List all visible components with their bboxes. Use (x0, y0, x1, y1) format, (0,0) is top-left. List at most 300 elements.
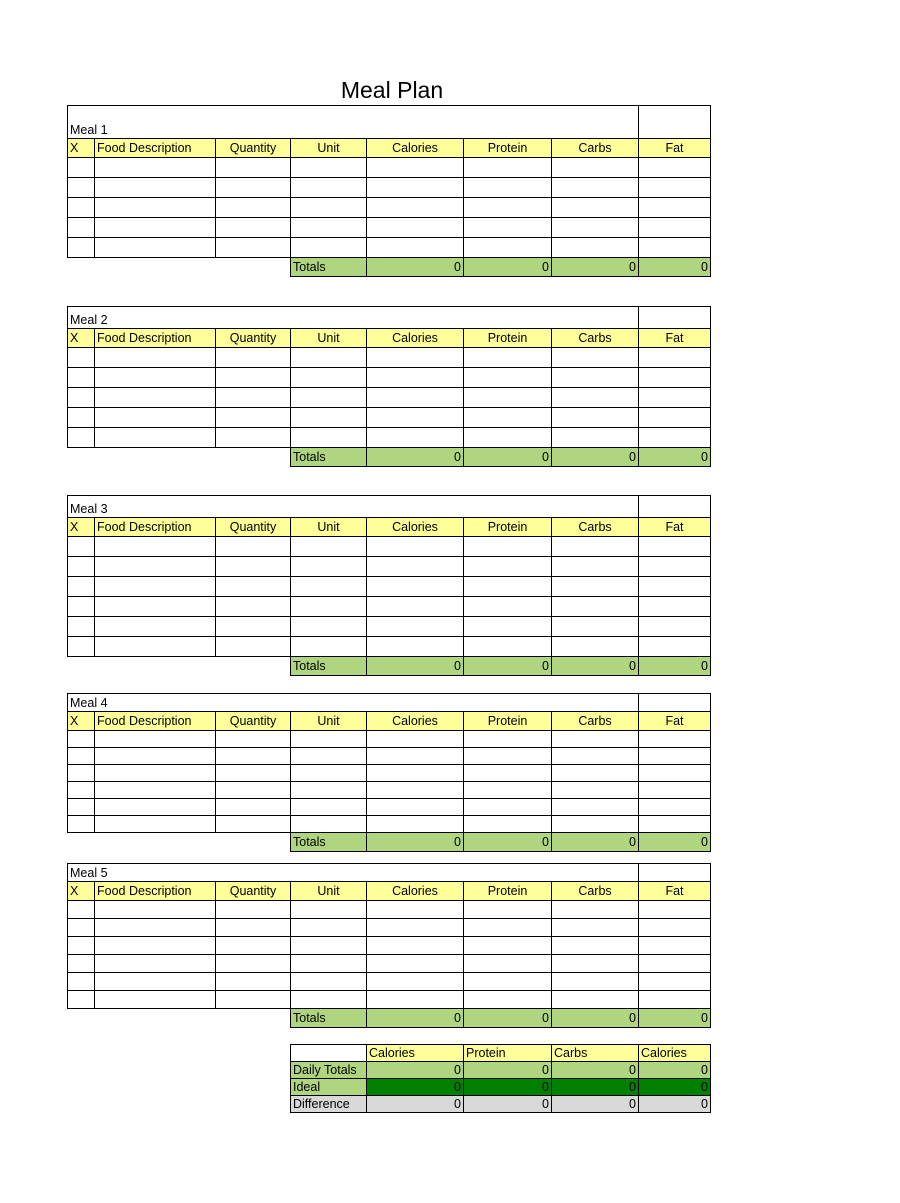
summary-ideal-value[interactable]: 0 (464, 1079, 552, 1096)
entry-cell-cal[interactable] (367, 238, 464, 258)
entry-cell-carb[interactable] (552, 537, 639, 557)
entry-cell-qty[interactable] (216, 816, 291, 833)
entry-cell-pro[interactable] (464, 799, 552, 816)
entry-cell-pro[interactable] (464, 368, 552, 388)
entry-cell-fat[interactable] (639, 637, 711, 657)
entry-cell-x[interactable] (68, 537, 95, 557)
food-entry-row (68, 158, 711, 178)
entry-cell-cal[interactable] (367, 637, 464, 657)
entry-cell-unit[interactable] (291, 748, 367, 765)
totals-row (68, 1009, 711, 1028)
entry-cell-x[interactable] (68, 973, 95, 991)
entry-cell-cal[interactable] (367, 973, 464, 991)
entry-cell-x[interactable] (68, 919, 95, 937)
entry-cell-pro[interactable] (464, 537, 552, 557)
column-header-unit: Unit (291, 712, 367, 731)
food-entry-row (68, 218, 711, 238)
summary-ideal-row (291, 1079, 711, 1096)
entry-cell-cal[interactable] (367, 388, 464, 408)
food-entry-row (68, 731, 711, 748)
entry-cell-food[interactable] (95, 919, 216, 937)
entry-cell-carb[interactable] (552, 955, 639, 973)
entry-cell-carb[interactable] (552, 637, 639, 657)
entry-cell-x[interactable] (68, 937, 95, 955)
column-header-fat: Fat (639, 139, 711, 158)
column-header-x: X (68, 139, 95, 158)
entry-cell-qty[interactable] (216, 799, 291, 816)
entry-cell-x[interactable] (68, 799, 95, 816)
summary-value: 0 (552, 1096, 639, 1113)
summary-value: 0 (552, 1062, 639, 1079)
entry-cell-qty[interactable] (216, 238, 291, 258)
column-header-pro: Protein (464, 329, 552, 348)
totals-spacer (68, 657, 291, 676)
food-entry-row (68, 799, 711, 816)
total-fat: 0 (639, 657, 711, 676)
food-entry-row (68, 178, 711, 198)
entry-cell-unit[interactable] (291, 388, 367, 408)
summary-ideal-value[interactable]: 0 (552, 1079, 639, 1096)
summary-row-label: Ideal (291, 1079, 367, 1096)
entry-cell-cal[interactable] (367, 198, 464, 218)
entry-cell-fat[interactable] (639, 158, 711, 178)
column-header-pro: Protein (464, 882, 552, 901)
entry-cell-qty[interactable] (216, 597, 291, 617)
entry-cell-qty[interactable] (216, 901, 291, 919)
entry-cell-qty[interactable] (216, 765, 291, 782)
entry-cell-x[interactable] (68, 731, 95, 748)
entry-cell-food[interactable] (95, 158, 216, 178)
entry-cell-cal[interactable] (367, 799, 464, 816)
entry-cell-x[interactable] (68, 178, 95, 198)
entry-cell-pro[interactable] (464, 955, 552, 973)
entry-cell-carb[interactable] (552, 597, 639, 617)
entry-cell-cal[interactable] (367, 731, 464, 748)
entry-cell-carb[interactable] (552, 991, 639, 1009)
column-header-row (68, 329, 711, 348)
entry-cell-food[interactable] (95, 348, 216, 368)
entry-cell-x[interactable] (68, 637, 95, 657)
entry-cell-fat[interactable] (639, 238, 711, 258)
entry-cell-cal[interactable] (367, 765, 464, 782)
entry-cell-fat[interactable] (639, 782, 711, 799)
entry-cell-x[interactable] (68, 348, 95, 368)
entry-cell-pro[interactable] (464, 597, 552, 617)
entry-cell-x[interactable] (68, 198, 95, 218)
total-calories: 0 (367, 258, 464, 277)
entry-cell-pro[interactable] (464, 388, 552, 408)
entry-cell-carb[interactable] (552, 617, 639, 637)
entry-cell-fat[interactable] (639, 198, 711, 218)
entry-cell-food[interactable] (95, 597, 216, 617)
entry-cell-carb[interactable] (552, 408, 639, 428)
entry-cell-unit[interactable] (291, 637, 367, 657)
entry-cell-cal[interactable] (367, 597, 464, 617)
entry-cell-fat[interactable] (639, 991, 711, 1009)
entry-cell-qty[interactable] (216, 748, 291, 765)
food-entry-row (68, 408, 711, 428)
totals-label: Totals (291, 657, 367, 676)
total-fat: 0 (639, 833, 711, 852)
entry-cell-unit[interactable] (291, 577, 367, 597)
entry-cell-carb[interactable] (552, 816, 639, 833)
entry-cell-unit[interactable] (291, 218, 367, 238)
entry-cell-fat[interactable] (639, 178, 711, 198)
summary-ideal-value[interactable]: 0 (639, 1079, 711, 1096)
entry-cell-food[interactable] (95, 991, 216, 1009)
entry-cell-unit[interactable] (291, 158, 367, 178)
entry-cell-carb[interactable] (552, 919, 639, 937)
food-entry-row (68, 937, 711, 955)
entry-cell-qty[interactable] (216, 782, 291, 799)
entry-cell-x[interactable] (68, 368, 95, 388)
entry-cell-cal[interactable] (367, 428, 464, 448)
entry-cell-qty[interactable] (216, 348, 291, 368)
total-fat: 0 (639, 1009, 711, 1028)
entry-cell-food[interactable] (95, 388, 216, 408)
entry-cell-fat[interactable] (639, 973, 711, 991)
entry-cell-unit[interactable] (291, 799, 367, 816)
entry-cell-fat[interactable] (639, 408, 711, 428)
entry-cell-unit[interactable] (291, 731, 367, 748)
entry-cell-carb[interactable] (552, 348, 639, 368)
entry-cell-fat[interactable] (639, 388, 711, 408)
entry-cell-x[interactable] (68, 782, 95, 799)
entry-cell-fat[interactable] (639, 597, 711, 617)
food-entry-row (68, 388, 711, 408)
entry-cell-x[interactable] (68, 816, 95, 833)
entry-cell-pro[interactable] (464, 816, 552, 833)
meal-name: Meal 1 (68, 106, 639, 139)
entry-cell-pro[interactable] (464, 782, 552, 799)
entry-cell-carb[interactable] (552, 557, 639, 577)
entry-cell-carb[interactable] (552, 428, 639, 448)
entry-cell-cal[interactable] (367, 991, 464, 1009)
entry-cell-x[interactable] (68, 218, 95, 238)
entry-cell-unit[interactable] (291, 955, 367, 973)
entry-cell-food[interactable] (95, 557, 216, 577)
entry-cell-x[interactable] (68, 955, 95, 973)
entry-cell-pro[interactable] (464, 218, 552, 238)
entry-cell-food[interactable] (95, 782, 216, 799)
entry-cell-unit[interactable] (291, 368, 367, 388)
entry-cell-food[interactable] (95, 368, 216, 388)
entry-cell-x[interactable] (68, 901, 95, 919)
entry-cell-carb[interactable] (552, 973, 639, 991)
column-header-cal: Calories (367, 139, 464, 158)
entry-cell-carb[interactable] (552, 765, 639, 782)
daily-summary-table (290, 1044, 711, 1113)
entry-cell-food[interactable] (95, 799, 216, 816)
food-entry-row (68, 973, 711, 991)
entry-cell-pro[interactable] (464, 577, 552, 597)
entry-cell-carb[interactable] (552, 782, 639, 799)
food-entry-row (68, 238, 711, 258)
entry-cell-food[interactable] (95, 408, 216, 428)
entry-cell-cal[interactable] (367, 368, 464, 388)
entry-cell-unit[interactable] (291, 816, 367, 833)
entry-cell-qty[interactable] (216, 388, 291, 408)
food-entry-row (68, 368, 711, 388)
entry-cell-fat[interactable] (639, 218, 711, 238)
totals-label: Totals (291, 833, 367, 852)
column-header-row (68, 518, 711, 537)
entry-cell-qty[interactable] (216, 617, 291, 637)
entry-cell-pro[interactable] (464, 178, 552, 198)
entry-cell-x[interactable] (68, 238, 95, 258)
entry-cell-x[interactable] (68, 748, 95, 765)
entry-cell-fat[interactable] (639, 901, 711, 919)
entry-cell-carb[interactable] (552, 388, 639, 408)
entry-cell-fat[interactable] (639, 937, 711, 955)
summary-value: 0 (367, 1062, 464, 1079)
entry-cell-fat[interactable] (639, 537, 711, 557)
entry-cell-carb[interactable] (552, 731, 639, 748)
entry-cell-x[interactable] (68, 577, 95, 597)
entry-cell-cal[interactable] (367, 158, 464, 178)
entry-cell-food[interactable] (95, 731, 216, 748)
entry-cell-qty[interactable] (216, 428, 291, 448)
column-header-pro: Protein (464, 518, 552, 537)
entry-cell-cal[interactable] (367, 748, 464, 765)
entry-cell-qty[interactable] (216, 731, 291, 748)
entry-cell-qty[interactable] (216, 158, 291, 178)
entry-cell-qty[interactable] (216, 637, 291, 657)
entry-cell-food[interactable] (95, 637, 216, 657)
entry-cell-food[interactable] (95, 178, 216, 198)
entry-cell-x[interactable] (68, 557, 95, 577)
entry-cell-x[interactable] (68, 617, 95, 637)
entry-cell-pro[interactable] (464, 617, 552, 637)
food-entry-row (68, 748, 711, 765)
meal-1-table (67, 105, 711, 277)
entry-cell-unit[interactable] (291, 557, 367, 577)
total-carbs: 0 (552, 1009, 639, 1028)
entry-cell-x[interactable] (68, 428, 95, 448)
entry-cell-unit[interactable] (291, 765, 367, 782)
summary-value: 0 (367, 1096, 464, 1113)
entry-cell-food[interactable] (95, 238, 216, 258)
food-entry-row (68, 537, 711, 557)
entry-cell-unit[interactable] (291, 178, 367, 198)
column-header-unit: Unit (291, 882, 367, 901)
entry-cell-carb[interactable] (552, 901, 639, 919)
meal-corner-cell (639, 864, 711, 882)
entry-cell-fat[interactable] (639, 765, 711, 782)
entry-cell-qty[interactable] (216, 937, 291, 955)
summary-value: 0 (639, 1096, 711, 1113)
meal-2-table (67, 306, 711, 467)
entry-cell-pro[interactable] (464, 557, 552, 577)
entry-cell-qty[interactable] (216, 537, 291, 557)
total-calories: 0 (367, 833, 464, 852)
entry-cell-carb[interactable] (552, 799, 639, 816)
entry-cell-food[interactable] (95, 617, 216, 637)
entry-cell-pro[interactable] (464, 198, 552, 218)
column-header-row (68, 139, 711, 158)
entry-cell-food[interactable] (95, 816, 216, 833)
entry-cell-food[interactable] (95, 937, 216, 955)
entry-cell-qty[interactable] (216, 368, 291, 388)
entry-cell-food[interactable] (95, 901, 216, 919)
entry-cell-qty[interactable] (216, 955, 291, 973)
entry-cell-fat[interactable] (639, 577, 711, 597)
column-header-carb: Carbs (552, 518, 639, 537)
column-header-fat: Fat (639, 712, 711, 731)
entry-cell-cal[interactable] (367, 919, 464, 937)
entry-cell-fat[interactable] (639, 368, 711, 388)
entry-cell-qty[interactable] (216, 919, 291, 937)
totals-row (68, 448, 711, 467)
entry-cell-carb[interactable] (552, 198, 639, 218)
entry-cell-qty[interactable] (216, 178, 291, 198)
entry-cell-carb[interactable] (552, 748, 639, 765)
entry-cell-food[interactable] (95, 765, 216, 782)
entry-cell-x[interactable] (68, 408, 95, 428)
entry-cell-unit[interactable] (291, 198, 367, 218)
entry-cell-cal[interactable] (367, 937, 464, 955)
entry-cell-food[interactable] (95, 198, 216, 218)
food-entry-row (68, 782, 711, 799)
total-fat: 0 (639, 448, 711, 467)
entry-cell-pro[interactable] (464, 765, 552, 782)
entry-cell-unit[interactable] (291, 617, 367, 637)
entry-cell-fat[interactable] (639, 799, 711, 816)
entry-cell-carb[interactable] (552, 368, 639, 388)
entry-cell-carb[interactable] (552, 238, 639, 258)
column-header-pro: Protein (464, 712, 552, 731)
food-entry-row (68, 597, 711, 617)
column-header-qty: Quantity (216, 329, 291, 348)
entry-cell-food[interactable] (95, 428, 216, 448)
entry-cell-food[interactable] (95, 218, 216, 238)
meal-name-row (68, 307, 711, 329)
entry-cell-unit[interactable] (291, 537, 367, 557)
entry-cell-unit[interactable] (291, 782, 367, 799)
entry-cell-fat[interactable] (639, 748, 711, 765)
entry-cell-cal[interactable] (367, 178, 464, 198)
entry-cell-cal[interactable] (367, 816, 464, 833)
entry-cell-pro[interactable] (464, 731, 552, 748)
entry-cell-food[interactable] (95, 973, 216, 991)
meal-name-row (68, 106, 711, 139)
entry-cell-fat[interactable] (639, 428, 711, 448)
entry-cell-x[interactable] (68, 765, 95, 782)
entry-cell-cal[interactable] (367, 537, 464, 557)
entry-cell-unit[interactable] (291, 238, 367, 258)
meal-name: Meal 4 (68, 694, 639, 712)
entry-cell-unit[interactable] (291, 973, 367, 991)
summary-ideal-value[interactable]: 0 (367, 1079, 464, 1096)
entry-cell-x[interactable] (68, 991, 95, 1009)
entry-cell-pro[interactable] (464, 919, 552, 937)
summary-daily-totals-row (291, 1062, 711, 1079)
entry-cell-pro[interactable] (464, 637, 552, 657)
summary-value: 0 (464, 1062, 552, 1079)
entry-cell-food[interactable] (95, 955, 216, 973)
meal-name: Meal 5 (68, 864, 639, 882)
summary-value: 0 (464, 1096, 552, 1113)
entry-cell-unit[interactable] (291, 901, 367, 919)
entry-cell-carb[interactable] (552, 218, 639, 238)
entry-cell-fat[interactable] (639, 348, 711, 368)
entry-cell-cal[interactable] (367, 577, 464, 597)
entry-cell-qty[interactable] (216, 408, 291, 428)
entry-cell-qty[interactable] (216, 198, 291, 218)
entry-cell-unit[interactable] (291, 408, 367, 428)
column-header-fat: Fat (639, 329, 711, 348)
entry-cell-unit[interactable] (291, 428, 367, 448)
entry-cell-unit[interactable] (291, 597, 367, 617)
total-protein: 0 (464, 657, 552, 676)
entry-cell-cal[interactable] (367, 782, 464, 799)
entry-cell-pro[interactable] (464, 748, 552, 765)
entry-cell-cal[interactable] (367, 348, 464, 368)
entry-cell-fat[interactable] (639, 731, 711, 748)
total-carbs: 0 (552, 657, 639, 676)
entry-cell-unit[interactable] (291, 919, 367, 937)
entry-cell-pro[interactable] (464, 238, 552, 258)
entry-cell-qty[interactable] (216, 557, 291, 577)
entry-cell-unit[interactable] (291, 937, 367, 955)
column-header-x: X (68, 518, 95, 537)
entry-cell-pro[interactable] (464, 991, 552, 1009)
entry-cell-cal[interactable] (367, 955, 464, 973)
entry-cell-unit[interactable] (291, 991, 367, 1009)
entry-cell-pro[interactable] (464, 937, 552, 955)
entry-cell-cal[interactable] (367, 218, 464, 238)
entry-cell-carb[interactable] (552, 158, 639, 178)
column-header-qty: Quantity (216, 882, 291, 901)
entry-cell-carb[interactable] (552, 937, 639, 955)
entry-cell-pro[interactable] (464, 428, 552, 448)
entry-cell-qty[interactable] (216, 577, 291, 597)
entry-cell-fat[interactable] (639, 816, 711, 833)
entry-cell-cal[interactable] (367, 557, 464, 577)
entry-cell-unit[interactable] (291, 348, 367, 368)
entry-cell-pro[interactable] (464, 158, 552, 178)
entry-cell-qty[interactable] (216, 973, 291, 991)
entry-cell-cal[interactable] (367, 408, 464, 428)
entry-cell-pro[interactable] (464, 901, 552, 919)
entry-cell-fat[interactable] (639, 919, 711, 937)
entry-cell-fat[interactable] (639, 617, 711, 637)
entry-cell-food[interactable] (95, 577, 216, 597)
entry-cell-cal[interactable] (367, 617, 464, 637)
entry-cell-pro[interactable] (464, 348, 552, 368)
entry-cell-food[interactable] (95, 748, 216, 765)
meal-corner-cell (639, 106, 711, 139)
entry-cell-pro[interactable] (464, 408, 552, 428)
entry-cell-x[interactable] (68, 597, 95, 617)
column-header-fat: Fat (639, 882, 711, 901)
entry-cell-carb[interactable] (552, 178, 639, 198)
totals-label: Totals (291, 1009, 367, 1028)
total-calories: 0 (367, 448, 464, 467)
meal-5-table (67, 863, 711, 1028)
entry-cell-food[interactable] (95, 537, 216, 557)
entry-cell-qty[interactable] (216, 991, 291, 1009)
entry-cell-qty[interactable] (216, 218, 291, 238)
food-entry-row (68, 348, 711, 368)
entry-cell-fat[interactable] (639, 557, 711, 577)
entry-cell-pro[interactable] (464, 973, 552, 991)
entry-cell-x[interactable] (68, 158, 95, 178)
entry-cell-cal[interactable] (367, 901, 464, 919)
entry-cell-carb[interactable] (552, 577, 639, 597)
entry-cell-fat[interactable] (639, 955, 711, 973)
entry-cell-x[interactable] (68, 388, 95, 408)
